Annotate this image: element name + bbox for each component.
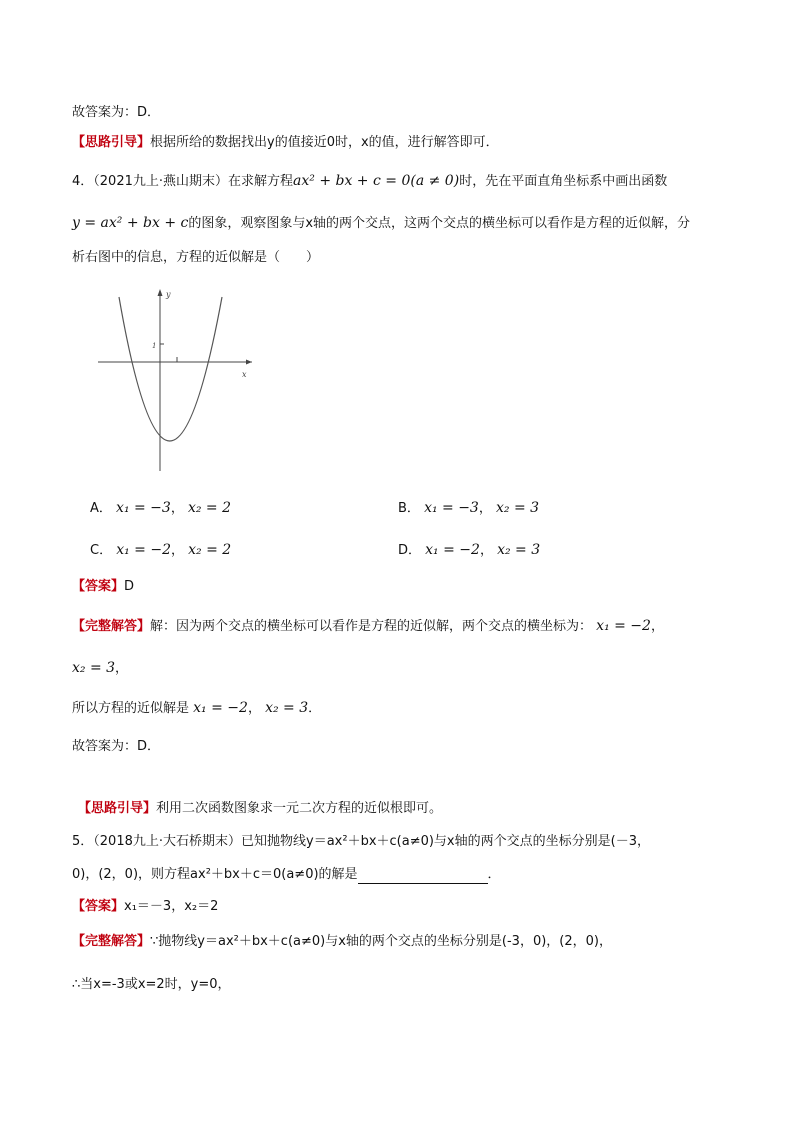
q4-answer <box>72 578 134 596</box>
option-x2: x₂ = 2 <box>187 500 232 516</box>
option-letter: A． <box>90 501 112 516</box>
question-number: 5． <box>72 834 94 849</box>
q5-stem-line1 <box>72 833 650 851</box>
stem-text: 在求解方程 <box>228 174 294 189</box>
option-letter: D． <box>398 543 422 558</box>
option-b[interactable]: B． x₁ = −3， x₂ = 3 <box>398 500 540 516</box>
solution-x1: x₁ = −2 <box>193 700 248 716</box>
option-d[interactable]: D． x₁ = −2， x₂ = 3 <box>398 542 541 558</box>
q4-hint <box>78 800 442 818</box>
option-x1: x₁ = −2 <box>116 542 171 558</box>
option-x1: x₁ = −3 <box>116 500 171 516</box>
option-a[interactable]: A． x₁ = −3， x₂ = 2 <box>90 500 232 516</box>
hint-text: 根据所给的数据找出y的值接近0时，x的值，进行解答即可． <box>150 135 499 150</box>
solution-text: ∵抛物线y＝ax²＋bx＋c(a≠0)与x轴的两个交点的坐标分别是(-3，0)，(2，0)， <box>150 934 612 949</box>
question-number: 4． <box>72 174 94 189</box>
x-axis-arrow <box>246 360 252 365</box>
equation: ax² + bx + c = 0(a ≠ 0) <box>293 173 460 189</box>
function-expression: y = ax² + bx + c <box>72 215 189 231</box>
x-axis-label: x <box>242 370 247 379</box>
prev-conclusion: 故答案为：D． <box>72 105 161 120</box>
option-x2: x₂ = 3 <box>497 542 541 558</box>
prev-hint <box>72 134 499 152</box>
answer-value: D <box>124 579 135 594</box>
option-x1: x₁ = −3 <box>424 500 479 516</box>
solution-x2: x₂ = 3 <box>265 700 309 716</box>
option-letter: B． <box>398 501 420 516</box>
q5-solution-line2: ∴当x=-3或x=2时，y=0， <box>72 977 231 992</box>
answer-tag: 【答案】 <box>72 579 125 594</box>
option-x1: x₁ = −2 <box>425 542 480 558</box>
q4-solution-line2: x₂ = 3， <box>72 660 129 676</box>
q4-solution-line3: 所以方程的近似解是 x₁ = −2， x₂ = 3． <box>72 700 322 716</box>
stem-text: 的图象，观察图象与x轴的两个交点，这两个交点的横坐标可以看作是方程的近似解，分 <box>188 216 691 231</box>
question-source: （2021九上·燕山期末） <box>93 174 228 189</box>
q4-stem-line1 <box>72 172 667 191</box>
option-c[interactable]: C． x₁ = −2， x₂ = 2 <box>90 542 232 558</box>
solution-tag: 【完整解答】 <box>72 934 151 949</box>
q4-stem-line2 <box>72 214 690 233</box>
stem-text: 已知抛物线y＝ax²＋bx＋c(a≠0)与x轴的两个交点的坐标分别是(－3， <box>241 834 650 849</box>
parabola-graph <box>90 285 260 475</box>
q4-conclusion: 故答案为：D． <box>72 739 161 754</box>
option-letter: C． <box>90 543 113 558</box>
answer-blank[interactable] <box>358 870 488 884</box>
y-axis-label: y <box>166 290 171 299</box>
solution-text: 所以方程的近似解是 <box>72 701 190 716</box>
option-x2: x₂ = 3 <box>495 500 540 516</box>
stem-text: ． <box>487 867 501 882</box>
solution-text: 解：因为两个交点的横坐标可以看作是方程的近似解，两个交点的横坐标为： <box>150 619 593 634</box>
stem-text: 时，先在平面直角坐标系中画出函数 <box>459 174 668 189</box>
question-source: （2018九上·大石桥期末） <box>93 834 241 849</box>
hint-text: 利用二次函数图象求一元二次方程的近似根即可。 <box>156 801 443 816</box>
q5-solution-line1 <box>72 933 612 951</box>
answer-tag: 【答案】 <box>72 899 125 914</box>
solution-tag: 【完整解答】 <box>72 619 151 634</box>
hint-tag: 【思路引导】 <box>78 801 157 816</box>
option-x2: x₂ = 2 <box>188 542 232 558</box>
q4-stem-line3: 析右图中的信息，方程的近似解是（ ） <box>72 250 320 265</box>
parabola-curve <box>119 297 222 441</box>
y-tick-label: 1 <box>152 342 157 350</box>
answer-value: x₁＝－3，x₂＝2 <box>124 899 219 914</box>
q5-stem-line2 <box>72 866 501 884</box>
stem-text: 0)，(2，0)，则方程ax²＋bx＋c＝0(a≠0)的解是 <box>72 867 358 882</box>
solution-x1: x₁ = −2 <box>596 618 651 634</box>
hint-tag: 【思路引导】 <box>72 135 151 150</box>
y-axis-arrow <box>158 289 163 296</box>
q4-solution-line1: 【完整解答】解：因为两个交点的横坐标可以看作是方程的近似解，两个交点的横坐标为： x₁ = −2， <box>72 618 664 634</box>
q5-answer <box>72 898 218 916</box>
solution-x2: x₂ = 3 <box>72 660 116 676</box>
